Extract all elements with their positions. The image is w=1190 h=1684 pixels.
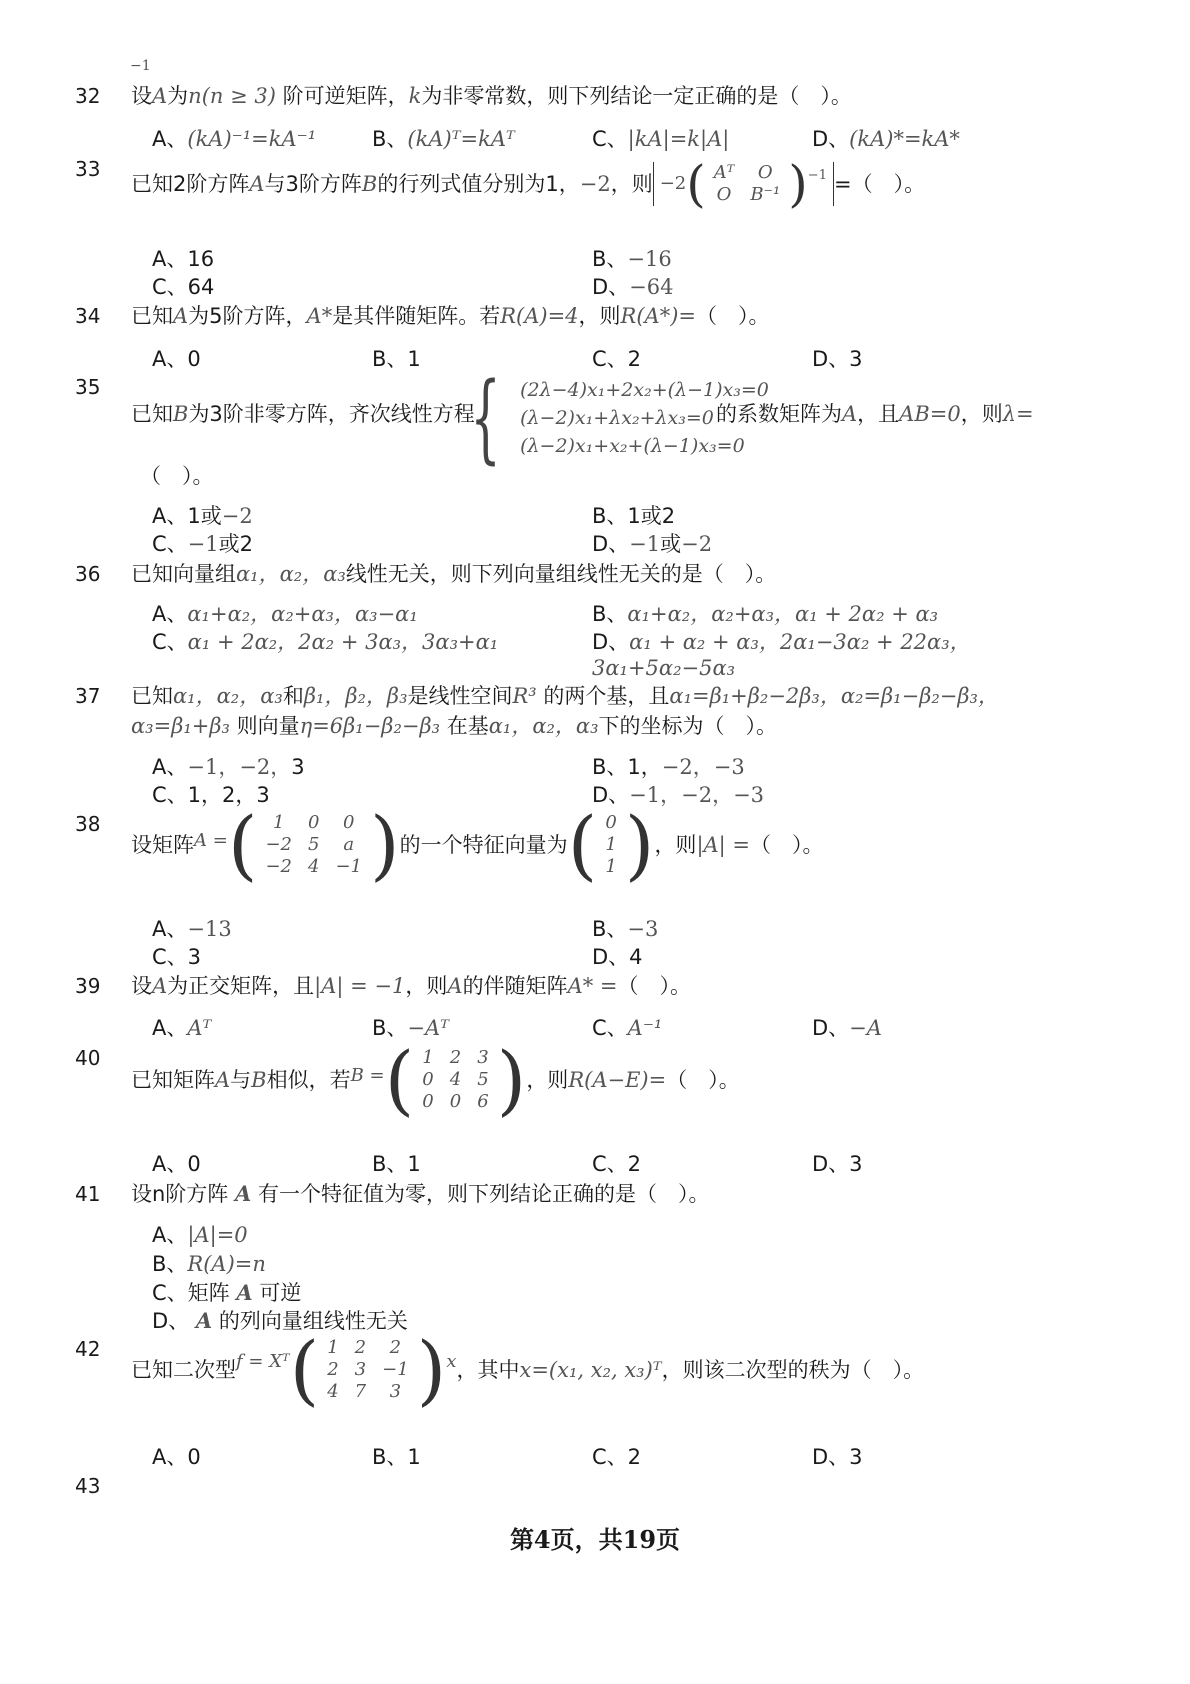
option-d[interactable]: D、3	[812, 1152, 863, 1176]
question-number: 33	[75, 157, 101, 181]
page-footer: 第4页，共19页	[509, 1525, 681, 1554]
question-number: 42	[75, 1337, 101, 1361]
question-stem-continued: α₃=β₁+β₃ 则向量η=6β₁−β₂−β₃ 在基α₁，α₂，α₃下的坐标为（ ）。	[131, 714, 778, 738]
option-a[interactable]: A、1或−2	[152, 504, 253, 528]
question-stem: 已知向量组α₁，α₂，α₃线性无关，则下列向量组线性无关的是（ ）。	[131, 562, 777, 586]
option-a[interactable]: A、Aᵀ	[152, 1016, 212, 1040]
question-number: 39	[75, 974, 101, 998]
option-a[interactable]: A、−1，−2，3	[152, 755, 305, 779]
option-c[interactable]: C、2	[592, 347, 642, 371]
option-d[interactable]: D、α₁ + α₂ + α₃，2α₁−3α₂ + 22α₃，	[592, 630, 971, 654]
option-c[interactable]: C、A⁻¹	[592, 1016, 663, 1040]
question-number: 37	[75, 684, 101, 708]
option-a[interactable]: A、0	[152, 1152, 201, 1176]
option-a[interactable]: A、16	[152, 247, 215, 271]
question-stem: 已知α₁，α₂，α₃和β₁，β₂，β₃是线性空间R³ 的两个基，且α₁=β₁+β₂−2β₃，α₂=β₁−β₂−β₃，	[131, 684, 999, 708]
determinant-expression: −2 ( Aᵀ O O B⁻¹ ) −1	[653, 162, 834, 206]
option-d[interactable]: D、−1，−2，−3	[592, 783, 765, 807]
option-c[interactable]: C、2	[592, 1152, 642, 1176]
option-d[interactable]: D、(kA)*=kA*	[812, 127, 960, 151]
question-number: 40	[75, 1046, 101, 1070]
option-d[interactable]: D、3	[812, 1445, 863, 1469]
question-stem: 已知B为3阶非零方阵，齐次线性方程	[131, 402, 475, 426]
option-c[interactable]: C、矩阵 A 可逆	[152, 1280, 302, 1305]
option-a[interactable]: A、0	[152, 1445, 201, 1469]
header-fragment: −1	[130, 58, 151, 74]
option-d[interactable]: D、−64	[592, 275, 674, 299]
question-stem: 已知A为5阶方阵，A*是其伴随矩阵。若R(A)=4，则R(A*)=（ ）。	[131, 304, 770, 328]
option-b[interactable]: B、1	[372, 1445, 421, 1469]
option-b[interactable]: B、1或2	[592, 504, 676, 528]
question-stem: 设n阶方阵 A 有一个特征值为零，则下列结论正确的是（ ）。	[131, 1181, 710, 1206]
option-c[interactable]: C、3	[152, 945, 202, 969]
option-a[interactable]: A、0	[152, 347, 201, 371]
option-c[interactable]: C、−1或2	[152, 532, 254, 556]
option-c[interactable]: C、64	[152, 275, 215, 299]
question-number: 41	[75, 1182, 101, 1206]
equation-row: (λ−2)x₁+λx₂+λx₃=0	[520, 407, 714, 429]
option-a[interactable]: A、−13	[152, 917, 232, 941]
option-b[interactable]: B、−Aᵀ	[372, 1016, 450, 1040]
option-c[interactable]: C、α₁ + 2α₂，2α₂ + 3α₃，3α₃+α₁	[152, 630, 499, 654]
question-stem: 设矩阵 A = ( 1 0 0 −2 5 a −2 4 −1 ) 的一个特征向量为 ( 0 1 1 ) ，则 |A| = （ ）。	[131, 800, 824, 889]
option-b[interactable]: B、α₁+α₂，α₂+α₃，α₁ + 2α₂ + α₃	[592, 602, 939, 626]
option-d[interactable]: D、−A	[812, 1016, 882, 1040]
option-d[interactable]: D、 A 的列向量组线性无关	[152, 1308, 408, 1333]
equation-row: (λ−2)x₁+x₂+(λ−1)x₃=0	[520, 435, 745, 457]
option-d[interactable]: D、3	[812, 347, 863, 371]
option-c[interactable]: C、2	[592, 1445, 642, 1469]
question-stem: 已知矩阵 A 与 B 相似，若 B = ( 1 2 3 0 4 5 0 0 6 ) ，则 R(A−E)= （ ）。	[131, 1035, 740, 1124]
option-b[interactable]: B、−3	[592, 917, 659, 941]
eigenvector: ( 0 1 1 )	[567, 800, 655, 889]
question-number: 32	[75, 84, 101, 108]
question-stem: 已知二次型 f = Xᵀ ( 1 2 2 2 3 −1 4 7 3 ) x ，其中 x=(x₁, x₂, x₃)ᵀ ，则该二次型的秩为（ ）。	[131, 1325, 925, 1414]
question-stem-continued: 的系数矩阵为A，且AB=0，则λ=	[716, 402, 1034, 426]
equation-system: { (2λ−4)x₁+2x₂+(λ−1)x₃=0 (λ−2)x₁+λx₂+λx₃=0 (λ−2)x₁+x₂+(λ−1)x₃=0	[470, 362, 769, 474]
option-a[interactable]: A、α₁+α₂，α₂+α₃，α₃−α₁	[152, 602, 418, 626]
question-number: 35	[75, 375, 101, 399]
option-b[interactable]: B、R(A)=n	[152, 1252, 266, 1276]
option-b[interactable]: B、1，−2，−3	[592, 755, 745, 779]
option-a[interactable]: A、|A|=0	[152, 1223, 248, 1247]
quadratic-form-matrix: ( 1 2 2 2 3 −1 4 7 3 )	[289, 1325, 447, 1414]
option-b[interactable]: B、(kA)ᵀ=kAᵀ	[372, 127, 515, 151]
option-d[interactable]: D、−1或−2	[592, 532, 713, 556]
matrix-b: ( 1 2 3 0 4 5 0 0 6 )	[384, 1035, 527, 1124]
option-d[interactable]: D、4	[592, 945, 643, 969]
option-c[interactable]: C、|kA|=k|A|	[592, 127, 730, 151]
question-number: 38	[75, 812, 101, 836]
option-b[interactable]: B、1	[372, 347, 421, 371]
question-number: 34	[75, 304, 101, 328]
option-b[interactable]: B、−16	[592, 247, 672, 271]
matrix-a: ( 1 0 0 −2 5 a −2 4 −1 )	[227, 800, 400, 889]
question-number: 43	[75, 1474, 101, 1498]
option-d-continued: 3α₁+5α₂−5α₃	[592, 656, 736, 680]
question-number: 36	[75, 562, 101, 586]
block-matrix: ( Aᵀ O O B⁻¹ )	[686, 155, 808, 213]
question-stem: 设A为正交矩阵，且|A| = −1，则A的伴随矩阵A* =（ ）。	[131, 974, 691, 998]
question-stem: 已知2阶方阵 A 与3阶方阵 B 的行列式值分别为1， −2 ，则 −2 ( Aᵀ O O B⁻¹ ) −1 =（ ）。	[131, 155, 926, 213]
option-b[interactable]: B、1	[372, 1152, 421, 1176]
equation-row: (2λ−4)x₁+2x₂+(λ−1)x₃=0	[520, 379, 769, 401]
option-a[interactable]: A、(kA)⁻¹=kA⁻¹	[152, 127, 317, 151]
question-stem: 设A为n(n ≥ 3) 阶可逆矩阵，k为非零常数，则下列结论一定正确的是（ ）。	[131, 84, 852, 108]
option-c[interactable]: C、1，2，3	[152, 783, 270, 807]
question-answer-blank: （ ）。	[140, 464, 214, 488]
